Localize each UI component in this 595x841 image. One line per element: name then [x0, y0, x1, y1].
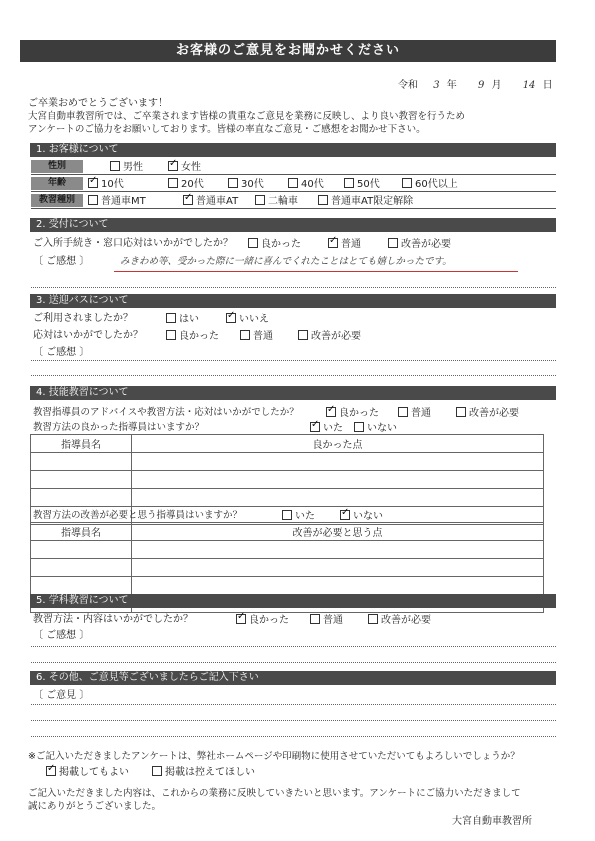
age-label: 年齢	[31, 177, 83, 190]
skill-question1: 教習指導員のアドバイスや教習方法・応対はいかがでしたか？	[33, 407, 299, 418]
checkbox-bad-yes	[282, 510, 292, 520]
checkbox-20s	[168, 178, 178, 188]
checkbox-female	[168, 161, 178, 171]
date-day[interactable]: 14	[522, 80, 536, 91]
thanks-line2: 誠にありがとうございました。	[28, 801, 162, 812]
signature: 大宮自動車教習所	[452, 816, 532, 827]
checkbox-50s	[344, 178, 354, 188]
checkbox-30s	[228, 178, 238, 188]
checkbox-bus-yes	[166, 313, 176, 323]
improve-points-header: 改善が必要と思う点	[132, 523, 544, 541]
table-row	[31, 471, 544, 489]
bus-question2: 応対はいかがでしたか？	[33, 330, 143, 341]
checkbox-10s	[88, 178, 98, 188]
checkbox-class-good	[236, 614, 246, 624]
reception-comment-text[interactable]: みきわめ等、受かった際に一緒に喜んでくれたことはとても嬉しかったです。	[120, 256, 452, 267]
bus-option-no[interactable]: ✓ いいえ	[226, 313, 269, 326]
checkbox-good-no	[354, 422, 364, 432]
checkbox-good-yes	[310, 422, 320, 432]
date-line	[398, 80, 553, 92]
skill-option-improve[interactable]: 改善が必要	[456, 407, 519, 420]
bad-instructor-option-yes[interactable]: いた	[282, 510, 315, 523]
date-year-unit: 年	[446, 80, 457, 91]
table-row	[31, 541, 544, 559]
table-row	[31, 489, 544, 507]
checkbox-reception-normal	[328, 238, 338, 248]
section3-header: 3. 送迎バスについて	[30, 294, 556, 308]
bus-comment-label: 〔 ご感想 〕	[33, 347, 90, 358]
checkbox-bus-normal	[240, 330, 250, 340]
checkbox-bus-improve	[298, 330, 308, 340]
skill-option-normal[interactable]: 普通	[398, 407, 431, 420]
reception-option-normal[interactable]: ✓ 普通	[328, 238, 361, 251]
reception-question: ご入所手続き・窓口応対はいかがでしたか？	[33, 238, 233, 249]
course-label: 教習種別	[31, 194, 83, 207]
age-option-30s[interactable]: 30代	[228, 178, 264, 191]
instructor-name-header: 指導員名	[31, 523, 132, 541]
date-day-unit: 日	[542, 80, 553, 91]
section5-header: 5. 学科教習について	[30, 594, 556, 608]
other-comment-label: 〔 ご意見 〕	[33, 690, 90, 701]
table-header-row	[31, 435, 544, 453]
checkbox-skill-normal	[398, 407, 408, 417]
section6-header: 6. その他、ご意見等ございましたらご記入下さい	[30, 671, 556, 685]
checkbox-mt	[88, 195, 98, 205]
class-comment-label: 〔 ご感想 〕	[33, 630, 90, 641]
section4-header: 4. 技能教習について	[30, 386, 556, 400]
intro-line2: アンケートのご協力をお願いしております。皆様の率直なご意見・ご感想をお聞かせ下さい。	[28, 124, 426, 135]
good-instructor-option-yes[interactable]: ✓ いた	[310, 422, 343, 435]
thanks-line1: ご記入いただきました内容は、これからの業務に反映していきたいと思います。アンケートにご協力いただきまして	[28, 788, 521, 799]
checkbox-consent-yes	[46, 766, 56, 776]
course-option-at[interactable]: ✓ 普通車AT	[183, 195, 238, 208]
date-month-unit: 月	[491, 80, 502, 91]
course-option-at-lift[interactable]: 普通車AT限定解除	[318, 195, 413, 208]
form-title: お客様のご意見をお聞かせください	[20, 40, 556, 62]
table-header-row	[31, 523, 544, 541]
bus-option-yes[interactable]: はい	[166, 313, 199, 326]
class-option-good[interactable]: ✓ 良かった	[236, 614, 289, 627]
class-option-normal[interactable]: 普通	[310, 614, 343, 627]
age-option-40s[interactable]: 40代	[288, 178, 324, 191]
table-row	[31, 559, 544, 577]
checkbox-skill-improve	[456, 407, 466, 417]
greeting: ご卒業おめでとうございます！	[28, 98, 168, 109]
skill-question2: 教習方法の良かった指導員はいますか？	[33, 422, 205, 433]
checkbox-reception-improve	[388, 238, 398, 248]
table-row	[31, 577, 544, 595]
checkbox-consent-no	[152, 766, 162, 776]
checkbox-bike	[255, 195, 265, 205]
reception-option-improve[interactable]: 改善が必要	[388, 238, 451, 251]
date-era: 令和	[398, 80, 418, 91]
skill-option-good[interactable]: ✓ 良かった	[326, 407, 379, 420]
bus-question1: ご利用されましたか？	[33, 313, 133, 324]
checkbox-male	[110, 161, 120, 171]
checkbox-bus-good	[166, 330, 176, 340]
age-option-60s[interactable]: 60代以上	[402, 178, 458, 191]
consent-option-no[interactable]: 掲載は控えてほしい	[152, 766, 255, 779]
consent-question: ※ご記入いただきましたアンケートは、弊社ホームページや印刷物に使用させていただいてもよろしいでしょうか？	[28, 751, 520, 762]
age-option-10s[interactable]: ✓10代	[88, 178, 124, 191]
checkbox-60s	[402, 178, 412, 188]
checkbox-40s	[288, 178, 298, 188]
age-option-20s[interactable]: 20代	[168, 178, 204, 191]
section2-header: 2. 受付について	[30, 218, 556, 232]
instructor-name-header: 指導員名	[31, 435, 132, 453]
reception-option-good[interactable]: 良かった	[248, 238, 301, 251]
gender-option-male[interactable]: 男性	[110, 161, 143, 174]
bus-option-good[interactable]: 良かった	[166, 330, 219, 343]
class-option-improve[interactable]: 改善が必要	[368, 614, 431, 627]
checkbox-at	[183, 195, 193, 205]
intro-line1: 大宮自動車教習所では、ご卒業されます皆様の貴重なご意見を業務に反映し、より良い教習を行うため	[28, 111, 466, 122]
gender-label: 性別	[31, 160, 83, 173]
checkbox-reception-good	[248, 238, 258, 248]
good-points-header: 良かった点	[132, 435, 544, 453]
bus-option-improve[interactable]: 改善が必要	[298, 330, 361, 343]
checkbox-bad-no	[340, 510, 350, 520]
age-option-50s[interactable]: 50代	[344, 178, 380, 191]
checkbox-bus-no	[226, 313, 236, 323]
date-month[interactable]: 9	[477, 80, 485, 91]
good-instructor-option-no[interactable]: いない	[354, 422, 397, 435]
section1-header: 1. お客様について	[30, 143, 556, 157]
class-question: 教習方法・内容はいかがでしたか？	[33, 614, 193, 625]
skill-question3: 教習方法の改善が必要と思う指導員はいますか？	[33, 510, 243, 521]
bad-instructor-option-no[interactable]: ✓ いない	[340, 510, 383, 523]
checkbox-at-lift	[318, 195, 328, 205]
checkbox-class-normal	[310, 614, 320, 624]
bus-option-normal[interactable]: 普通	[240, 330, 273, 343]
checkbox-skill-good	[326, 407, 336, 417]
table-row	[31, 453, 544, 471]
course-option-bike[interactable]: 二輪車	[255, 195, 298, 208]
consent-option-yes[interactable]: ✓掲載してもよい	[46, 766, 129, 779]
gender-option-female[interactable]: ✓ 女性	[168, 161, 201, 174]
reception-comment-label: 〔 ご感想 〕	[33, 256, 90, 267]
course-option-mt[interactable]: 普通車MT	[88, 195, 146, 208]
date-year[interactable]: 3	[433, 80, 440, 91]
checkbox-class-improve	[368, 614, 378, 624]
